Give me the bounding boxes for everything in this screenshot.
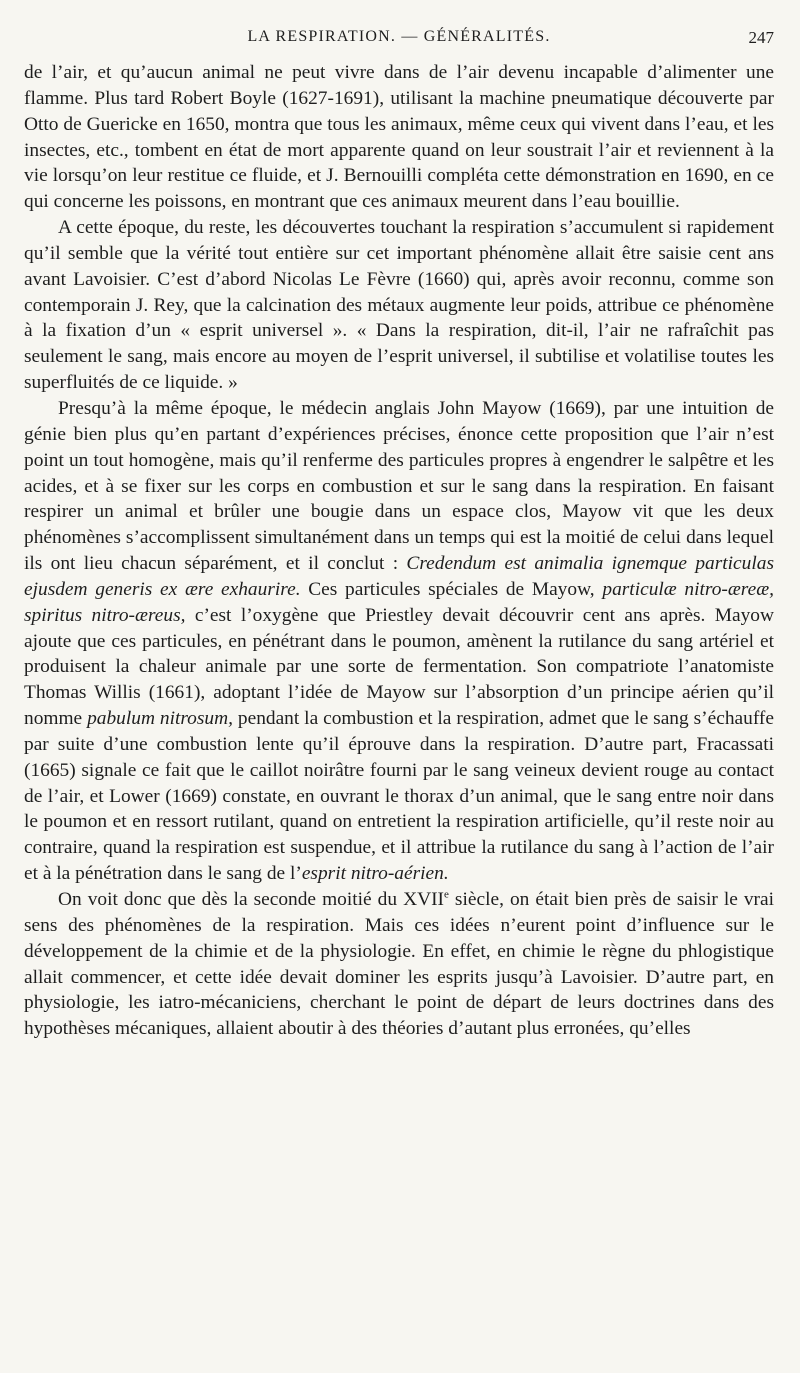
body-text (24, 60, 774, 1042)
text-run: de l’air, et qu’aucun animal ne peut vivre dans de l’air devenu incapable d’alimenter une flamme. Plus tard Robert Boyle (1627-1691), utilisant la machine pneumatique découverte par Otto de Guericke en 1650, montra que tous les animaux, même ceux qui vivent dans l’eau, et les insectes, etc., tombent en état de mort apparente quand on leur soustrait l’air et reviennent à la vie lorsqu’on leur restitue ce fluide, et J. Bernouilli compléta cette démonstration en 1690, en ce qui concerne les poissons, en montrant que ces animaux meurent dans l’eau bouillie. (24, 62, 774, 213)
running-title: LA RESPIRATION. — GÉNÉRALITÉS. (247, 28, 551, 45)
text-run: A cette époque, du reste, les découvertes touchant la respiration s’accumulent si rapidement qu’il semble que la vérité tout entière sur cet important phénomène allait être saisie cent ans avant Lavoisier. C’est d’abord Nicolas Le Fèvre (1660) qui, après avoir reconnu, comme son contemporain J. Rey, que la calcination des métaux augmente leur poids, attribue ce phénomène à la fixation d’un « esprit universel ». « Dans la respiration, dit-il, l’air ne rafraîchit pas seulement le sang, mais encore au moyen de l’esprit universel, il subtilise et volatilise toutes les superfluités de ce liquide. » (24, 217, 774, 394)
text-run: pendant la combustion et la respiration, admet que le sang s’échauffe par suite d’une combustion lente qu’il éprouve dans la respiration. D’autre part, Fracassati (1665) signale ce fait que le caillot noirâtre fourni par le sang veineux devient rouge au contact de l’air, et Lower (1669) constate, en ouvrant le thorax d’un animal, que le sang entre noir dans le poumon et en ressort rutilant, quand on entretient la respiration artificielle, qu’il reste noir au contraire, quand la respiration est suspendue, et il attribue la rutilance du sang à l’action de l’air et à la pénétration dans le sang de l’ (24, 708, 774, 885)
italic-text: esprit nitro-aérien. (301, 863, 449, 885)
italic-text: pabulum nitrosum, (87, 708, 233, 730)
paragraph (24, 887, 774, 1042)
italic-text: particulæ nitro-æreæ, spiritus nitro-æreus, (24, 578, 775, 626)
text-run: Presqu’à la même époque, le médecin anglais John Mayow (1669), par une intuition de génie bien plus qu’en partant d’expériences précises, énonce cette proposition que l’air n’est point un tout homogène, mais qu’il renferme des particules propres à engendrer le salpêtre et les acides, et à se fixer sur les corps en combustion et sur le sang dans la respiration. En faisant respirer un animal et brûler une bougie dans un espace clos, Mayow vit que les deux phénomènes s’accomplissent simultanément dans un temps qui est la moitié de celui dans lequel ils ont lieu chacun séparément, et il conclut : (24, 397, 774, 575)
paragraph (24, 60, 774, 215)
page-number: 247 (748, 28, 774, 47)
paragraph (24, 396, 774, 887)
superscript: e (444, 888, 449, 901)
italic-text: Credendum est animalia ignemque particulas ejusdem generis ex ære exhaurire. (24, 553, 774, 600)
text-run: On voit donc que dès la seconde moitié du XVII (58, 889, 444, 910)
text-run: siècle, on était bien près de saisir le vrai sens des phénomènes de la respiration. Mais ces idées n’eurent point d’influence sur le développement de la chimie et de la physiologie. En effet, en chimie le règne du phlogistique allait commencer, et cette idée devait dominer les esprits jusqu’à Lavoisier. D’autre part, en physiologie, les iatro-mécaniciens, cherchant le point de départ de leurs doctrines dans des hypothèses mécaniques, allaient aboutir à des théories d’autant plus erronées, qu’elles (24, 889, 774, 1040)
paragraph (24, 215, 774, 396)
text-run: c’est l’oxygène que Priestley devait découvrir cent ans après. Mayow ajoute que ces particules, en pénétrant dans le poumon, amènent la rutilance du sang artériel et produisent la chaleur animale par une sorte de fermentation. Son compatriote l’anatomiste Thomas Willis (1661), adoptant l’idée de Mayow sur l’absorption d’un principe aérien qu’il nomme (24, 604, 774, 730)
text-run: Ces particules spéciales de Mayow, (300, 578, 603, 600)
page-header (24, 26, 774, 50)
